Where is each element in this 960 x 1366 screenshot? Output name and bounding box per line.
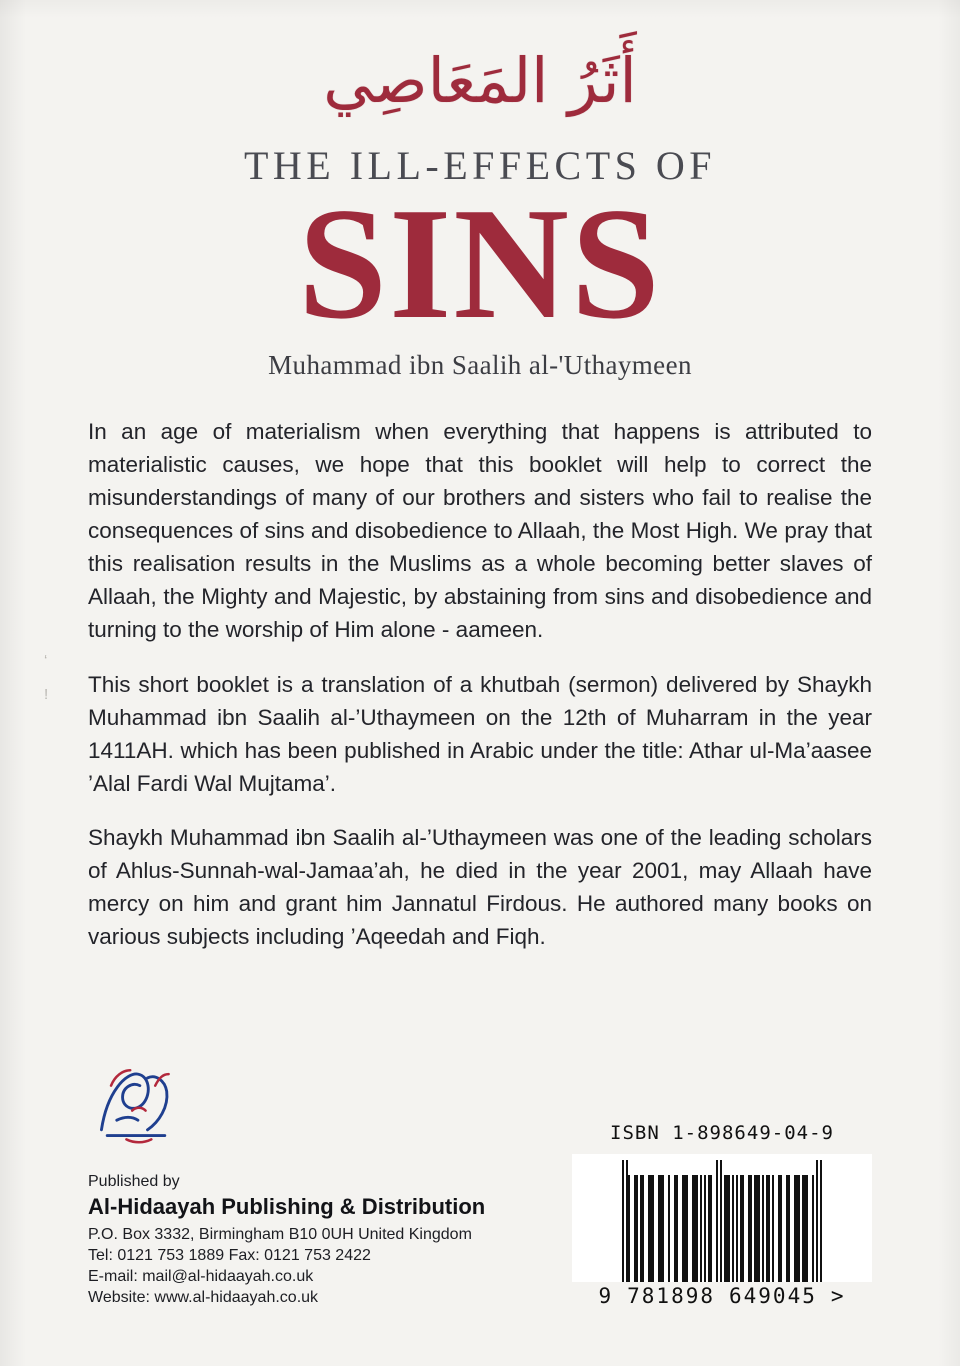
barcode-digit-group-mid: 781898: [627, 1284, 715, 1308]
published-by-label: Published by: [88, 1173, 180, 1191]
barcode-suffix: >: [830, 1284, 846, 1308]
isbn-barcode-digits: [572, 1284, 872, 1308]
publisher-contact-lines: [88, 1224, 518, 1308]
back-cover-blurb: [88, 415, 872, 953]
blurb-paragraph-3: Shaykh Muhammad ibn Saalih al-’Uthaymeen was one of the leading scholars of Ahlus-Sunnah-wal-Jamaa’ah, he died in the year 2001, may Allaah have mercy on him and grant him Jannatul Firdous. He authored many books on various subjects including ’Aqeedah and Fiqh.: [88, 824, 872, 949]
margin-mark-one: ‘: [44, 652, 48, 669]
publisher-phone: Tel: 0121 753 1889 Fax: 0121 753 2422: [88, 1246, 371, 1264]
barcode-digit-group-left: 9: [598, 1284, 614, 1308]
author-name: Muhammad ibn Saalih al-'Uthaymeen: [268, 350, 692, 381]
page-title: SINS: [298, 173, 662, 352]
cover-footer: [88, 1053, 872, 1308]
isbn-block: [572, 1122, 872, 1308]
publisher-block: [88, 1053, 518, 1308]
blurb-paragraph-2: This short booklet is a translation of a khutbah (sermon) delivered by Shaykh Muhammad ibn Saalih al-’Uthaymeen on the 12th of Muharram in the year 1411AH. which has been published in Arabic under the title: Athar ul-Ma’aasee ’Alal Fardi Wal Mujtama’.: [88, 671, 872, 796]
al-hidaayah-calligraphy-logo-icon: [88, 1053, 184, 1149]
arabic-title: أَثَرُ المَعَاصِي: [323, 44, 637, 117]
isbn-label: ISBN 1-898649-04-9: [610, 1122, 834, 1144]
blurb-paragraph-1: In an age of materialism when everything that happens is attributed to materialistic causes, we hope that this booklet will help to correct the misunderstandings of many of our brothers and sisters who fail to realise the consequences of sins and disobedience to Allaah, the Most High. We pray that this realisation results in the Muslims as a whole becoming better slaves of Allaah, the Mighty and Majestic, by abstaining from sins and disobedience and turning to the worship of Him alone - aameen.: [88, 419, 872, 643]
subtitle-line: THE ILL-EFFECTS OF: [243, 142, 717, 188]
publisher-name: Al-Hidaayah Publishing & Distribution: [88, 1193, 486, 1219]
publisher-address: P.O. Box 3332, Birmingham B10 0UH United Kingdom: [88, 1225, 472, 1243]
publisher-email: E-mail: mail@al-hidaayah.co.uk: [88, 1267, 314, 1285]
barcode-digit-group-right: 649045: [729, 1284, 817, 1308]
margin-mark-two: !: [44, 686, 49, 703]
publisher-website: Website: www.al-hidaayah.co.uk: [88, 1288, 319, 1306]
isbn-barcode: [572, 1154, 872, 1282]
